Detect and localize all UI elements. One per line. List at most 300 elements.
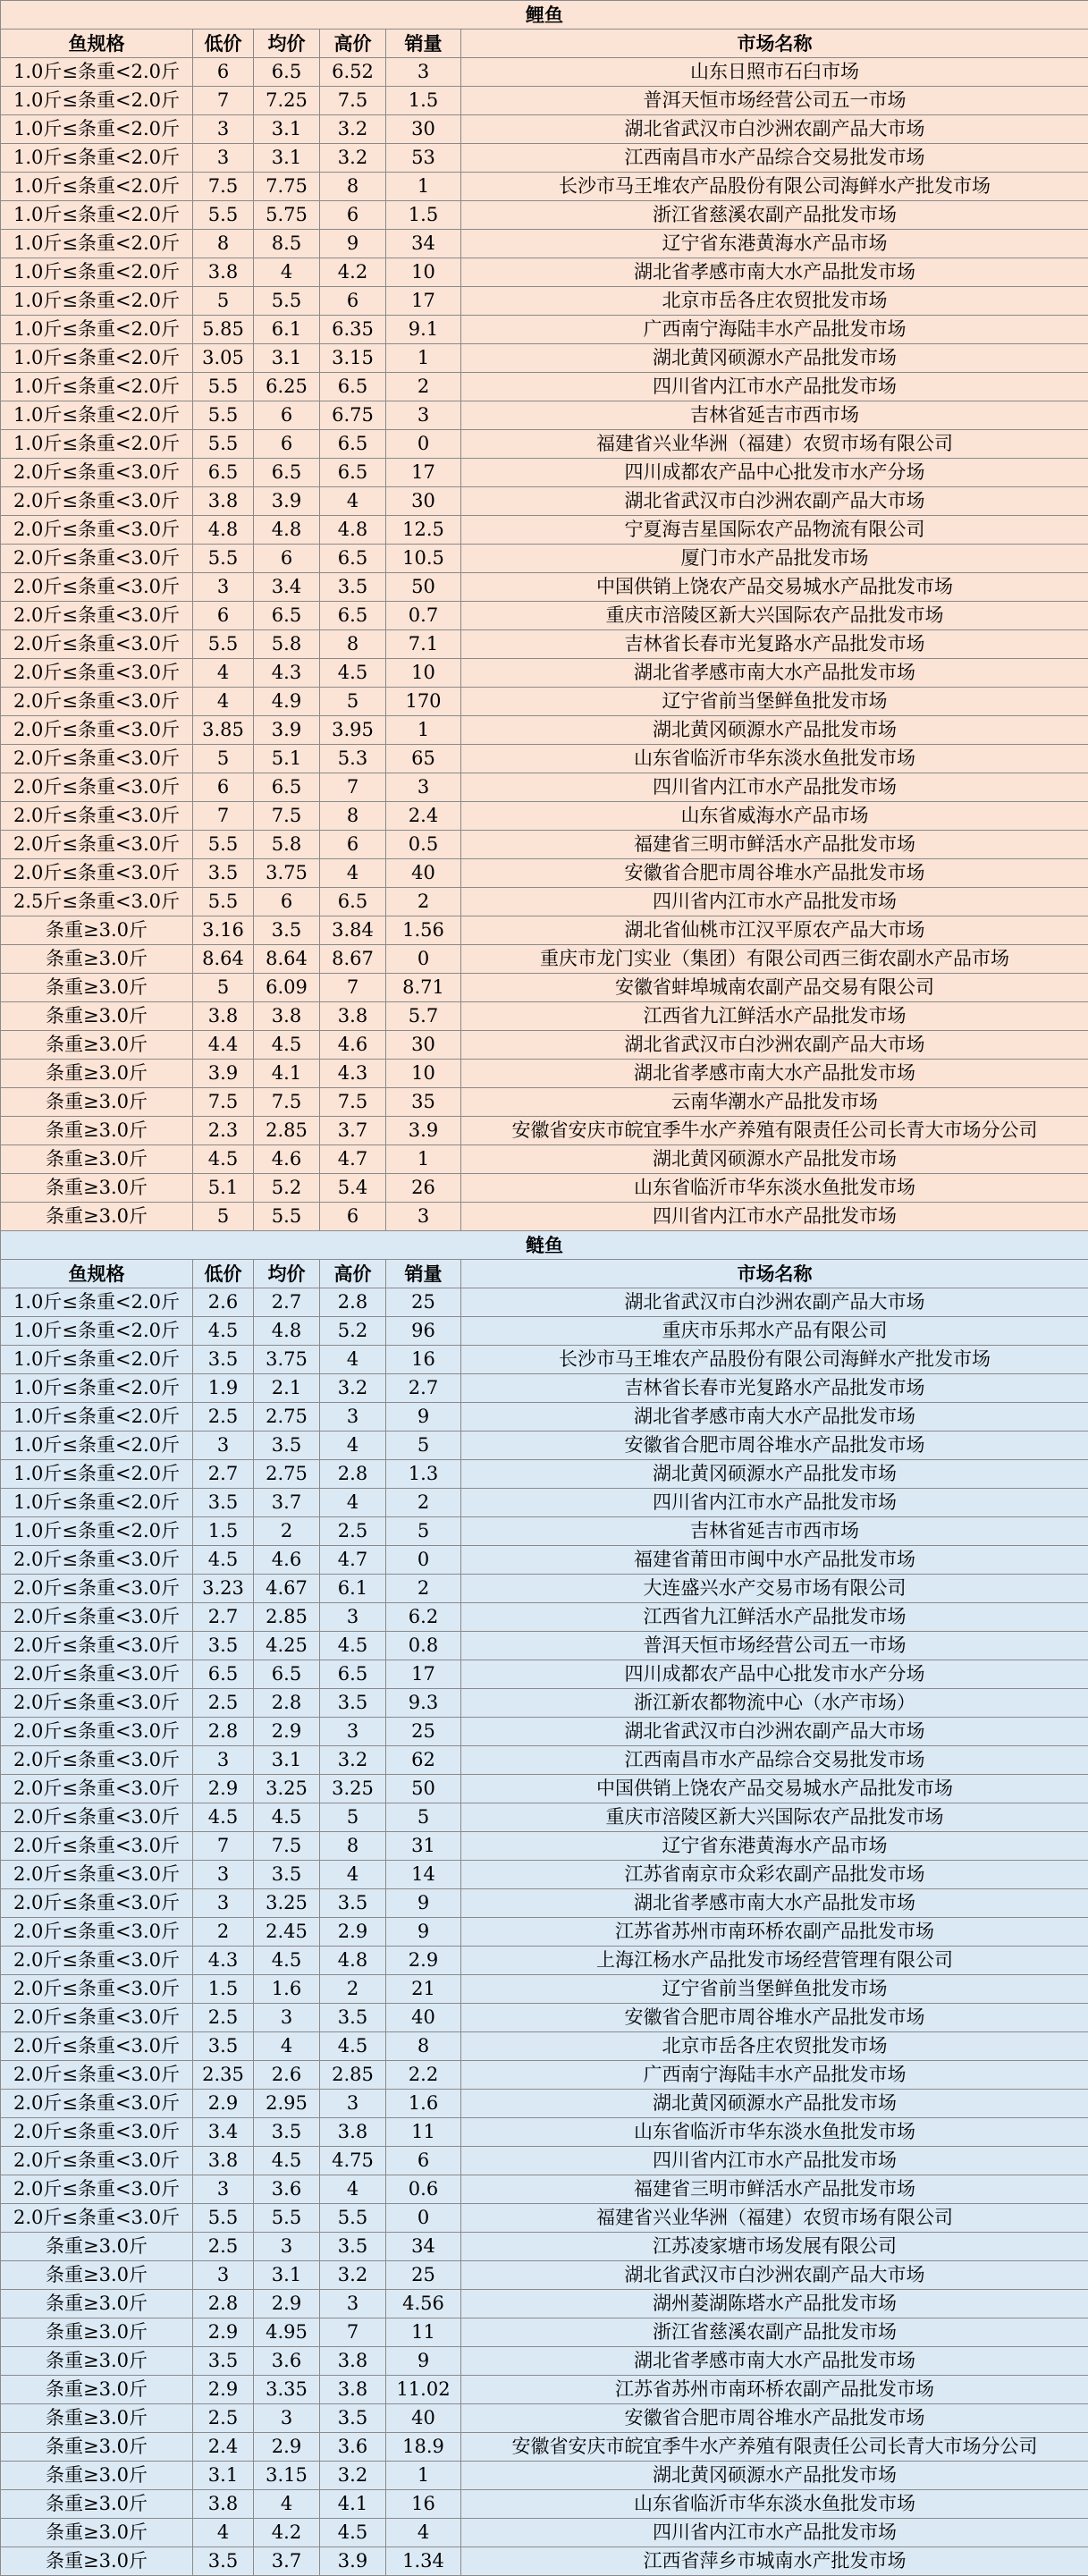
cell-market-name: 福建省三明市鲜活水产品批发市场 [461,831,1088,859]
cell-spec: 1.0斤≤条重<2.0斤 [1,287,193,316]
cell-avg-price: 4.2 [254,2519,320,2547]
cell-market-name: 北京市岳各庄农贸批发市场 [461,2032,1088,2061]
cell-market-name: 湖北省孝感市南大水产品批发市场 [461,659,1088,688]
cell-market-name: 浙江省慈溪农副产品批发市场 [461,201,1088,230]
cell-high-price: 6 [320,1203,386,1231]
cell-low-price: 5.5 [193,2204,254,2233]
cell-avg-price: 2.1 [254,1374,320,1403]
cell-market-name: 湖北省武汉市白沙洲农副产品大市场 [461,1718,1088,1746]
cell-avg-price: 3.25 [254,1889,320,1918]
cell-avg-price: 3.1 [254,115,320,144]
cell-avg-price: 2.8 [254,1689,320,1718]
cell-avg-price: 4.25 [254,1632,320,1660]
cell-high-price: 2.9 [320,1918,386,1947]
cell-market-name: 山东日照市石臼市场 [461,58,1088,87]
cell-avg-price: 5.5 [254,1203,320,1231]
cell-low-price: 3 [193,1432,254,1460]
table-row [1,459,1088,487]
cell-low-price: 5 [193,1203,254,1231]
cell-market-name: 江西省九江鲜活水产品批发市场 [461,1002,1088,1031]
cell-volume: 0.6 [386,2175,461,2204]
cell-volume: 96 [386,1317,461,1346]
cell-high-price: 8 [320,1832,386,1861]
table-row [1,1031,1088,1060]
cell-market-name: 辽宁省前当堡鲜鱼批发市场 [461,1975,1088,2004]
cell-high-price: 5 [320,1803,386,1832]
cell-low-price: 5.5 [193,401,254,430]
cell-high-price: 3.9 [320,2547,386,2576]
cell-market-name: 福建省莆田市闽中水产品批发市场 [461,1546,1088,1575]
cell-high-price: 7.5 [320,1088,386,1117]
cell-market-name: 北京市岳各庄农贸批发市场 [461,287,1088,316]
cell-low-price: 2.8 [193,1718,254,1746]
cell-high-price: 8 [320,630,386,659]
cell-volume: 3 [386,773,461,802]
table-row [1,2404,1088,2433]
cell-spec: 1.0斤≤条重<2.0斤 [1,401,193,430]
cell-low-price: 2.9 [193,2376,254,2404]
cell-avg-price: 6 [254,888,320,916]
cell-volume: 65 [386,745,461,773]
cell-low-price: 2.5 [193,2004,254,2032]
cell-low-price: 5.5 [193,888,254,916]
cell-avg-price: 7.25 [254,87,320,115]
table-row [1,1660,1088,1689]
cell-high-price: 2.8 [320,1460,386,1489]
table-row [1,1117,1088,1145]
cell-spec: 2.0斤≤条重<3.0斤 [1,2032,193,2061]
cell-avg-price: 2.45 [254,1918,320,1947]
cell-market-name: 长沙市马王堆农产品股份有限公司海鲜水产批发市场 [461,173,1088,201]
cell-low-price: 2.5 [193,1689,254,1718]
cell-low-price: 3.5 [193,2347,254,2376]
cell-volume: 2 [386,1575,461,1603]
cell-low-price: 3.8 [193,1002,254,1031]
cell-high-price: 6.35 [320,316,386,344]
cell-spec: 2.0斤≤条重<3.0斤 [1,745,193,773]
cell-market-name: 普洱天恒市场经营公司五一市场 [461,1632,1088,1660]
cell-market-name: 重庆市涪陵区新大兴国际农产品批发市场 [461,602,1088,630]
cell-spec: 1.0斤≤条重<2.0斤 [1,316,193,344]
cell-spec: 2.0斤≤条重<3.0斤 [1,573,193,602]
cell-spec: 1.0斤≤条重<2.0斤 [1,344,193,373]
table-row [1,1861,1088,1889]
cell-market-name: 安徽省安庆市皖宜季牛水产养殖有限责任公司长青大市场分公司 [461,1117,1088,1145]
cell-low-price: 2.7 [193,1460,254,1489]
cell-high-price: 4.2 [320,258,386,287]
cell-avg-price: 3 [254,2004,320,2032]
cell-spec: 2.0斤≤条重<3.0斤 [1,2204,193,2233]
cell-low-price: 5.5 [193,373,254,401]
cell-market-name: 大连盛兴水产交易市场有限公司 [461,1575,1088,1603]
cell-avg-price: 8.5 [254,230,320,258]
table-row [1,287,1088,316]
cell-spec: 1.0斤≤条重<2.0斤 [1,1317,193,1346]
cell-low-price: 3 [193,573,254,602]
cell-spec: 条重≥3.0斤 [1,2490,193,2519]
cell-volume: 40 [386,2404,461,2433]
table-row [1,1517,1088,1546]
cell-avg-price: 3.1 [254,1746,320,1775]
cell-market-name: 宁夏海吉星国际农产品物流有限公司 [461,516,1088,545]
cell-volume: 6.2 [386,1603,461,1632]
cell-volume: 1 [386,173,461,201]
cell-avg-price: 3.5 [254,1861,320,1889]
cell-spec: 2.5斤≤条重<3.0斤 [1,888,193,916]
cell-high-price: 3 [320,2090,386,2118]
cell-market-name: 湖北省孝感市南大水产品批发市场 [461,1403,1088,1432]
cell-market-name: 福建省兴业华洲（福建）农贸市场有限公司 [461,2204,1088,2233]
cell-market-name: 江西省萍乡市城南水产批发市场 [461,2547,1088,2576]
cell-avg-price: 7.5 [254,1088,320,1117]
cell-market-name: 山东省威海水产品市场 [461,802,1088,831]
cell-avg-price: 4 [254,258,320,287]
cell-avg-price: 5.8 [254,630,320,659]
cell-low-price: 2.5 [193,2233,254,2261]
table-row [1,974,1088,1002]
cell-volume: 11 [386,2118,461,2147]
cell-volume: 40 [386,2004,461,2032]
cell-spec: 条重≥3.0斤 [1,1174,193,1203]
cell-volume: 12.5 [386,516,461,545]
cell-high-price: 6 [320,831,386,859]
cell-volume: 5 [386,1803,461,1832]
cell-low-price: 5.5 [193,630,254,659]
cell-high-price: 2.85 [320,2061,386,2090]
cell-low-price: 2.9 [193,2090,254,2118]
cell-avg-price: 5.2 [254,1174,320,1203]
cell-avg-price: 7.5 [254,802,320,831]
cell-market-name: 吉林省延吉市西市场 [461,401,1088,430]
cell-market-name: 中国供销上饶农产品交易城水产品批发市场 [461,1775,1088,1803]
cell-low-price: 2 [193,1918,254,1947]
cell-spec: 条重≥3.0斤 [1,974,193,1002]
cell-low-price: 1.5 [193,1975,254,2004]
cell-high-price: 2 [320,1975,386,2004]
cell-spec: 2.0斤≤条重<3.0斤 [1,688,193,716]
cell-high-price: 3.5 [320,2233,386,2261]
cell-low-price: 3.8 [193,487,254,516]
table-row [1,831,1088,859]
section-title-row [1,1231,1088,1260]
table-row [1,2318,1088,2347]
cell-high-price: 5.5 [320,2204,386,2233]
table-row [1,1775,1088,1803]
cell-market-name: 湖北省武汉市白沙洲农副产品大市场 [461,115,1088,144]
cell-avg-price: 3.9 [254,716,320,745]
cell-high-price: 4 [320,1489,386,1517]
cell-low-price: 3 [193,1861,254,1889]
cell-spec: 1.0斤≤条重<2.0斤 [1,430,193,459]
table-row [1,1546,1088,1575]
cell-volume: 4.56 [386,2290,461,2318]
cell-volume: 0.5 [386,831,461,859]
cell-high-price: 5 [320,688,386,716]
table-row [1,688,1088,716]
header-market-name: 市场名称 [461,30,1088,58]
cell-avg-price: 7.75 [254,173,320,201]
table-row [1,1374,1088,1403]
cell-high-price: 6.75 [320,401,386,430]
cell-spec: 条重≥3.0斤 [1,2233,193,2261]
cell-spec: 2.0斤≤条重<3.0斤 [1,1975,193,2004]
header-spec: 鱼规格 [1,1260,193,1288]
cell-high-price: 3.8 [320,2118,386,2147]
cell-market-name: 江苏省南京市众彩农副产品批发市场 [461,1861,1088,1889]
cell-avg-price: 2.75 [254,1403,320,1432]
cell-volume: 1 [386,1145,461,1174]
table-row [1,1432,1088,1460]
cell-high-price: 6.52 [320,58,386,87]
table-row [1,1145,1088,1174]
table-row [1,2376,1088,2404]
table-row [1,2004,1088,2032]
cell-volume: 5.7 [386,1002,461,1031]
cell-volume: 9.1 [386,316,461,344]
cell-market-name: 福建省兴业华洲（福建）农贸市场有限公司 [461,430,1088,459]
cell-avg-price: 4 [254,2032,320,2061]
cell-spec: 2.0斤≤条重<3.0斤 [1,1632,193,1660]
cell-market-name: 湖北黄冈硕源水产品批发市场 [461,2090,1088,2118]
cell-volume: 30 [386,115,461,144]
cell-market-name: 湖北黄冈硕源水产品批发市场 [461,344,1088,373]
section-title: 鲤鱼 [1,1,1088,30]
cell-low-price: 2.9 [193,1775,254,1803]
cell-market-name: 浙江新农都物流中心（水产市场） [461,1689,1088,1718]
cell-volume: 25 [386,1288,461,1317]
cell-avg-price: 3.7 [254,1489,320,1517]
cell-low-price: 3.9 [193,1060,254,1088]
table-row [1,1803,1088,1832]
cell-market-name: 普洱天恒市场经营公司五一市场 [461,87,1088,115]
cell-low-price: 8 [193,230,254,258]
cell-spec: 2.0斤≤条重<3.0斤 [1,1889,193,1918]
cell-avg-price: 2.85 [254,1603,320,1632]
cell-low-price: 3 [193,144,254,173]
cell-volume: 8.71 [386,974,461,1002]
table-row [1,2519,1088,2547]
cell-avg-price: 2.6 [254,2061,320,2090]
cell-volume: 11.02 [386,2376,461,2404]
cell-low-price: 5.5 [193,545,254,573]
table-row [1,316,1088,344]
cell-spec: 条重≥3.0斤 [1,1060,193,1088]
cell-volume: 1 [386,2462,461,2490]
cell-avg-price: 4 [254,2490,320,2519]
cell-avg-price: 2.9 [254,1718,320,1746]
cell-low-price: 2.5 [193,2404,254,2433]
cell-volume: 0.8 [386,1632,461,1660]
cell-spec: 条重≥3.0斤 [1,2290,193,2318]
cell-spec: 1.0斤≤条重<2.0斤 [1,1517,193,1546]
cell-market-name: 四川成都农产品中心批发市水产分场 [461,1660,1088,1689]
cell-volume: 9 [386,1889,461,1918]
cell-market-name: 重庆市龙门实业（集团）有限公司西三街农副水产品市场 [461,945,1088,974]
cell-avg-price: 3.35 [254,2376,320,2404]
cell-volume: 17 [386,287,461,316]
cell-volume: 170 [386,688,461,716]
cell-high-price: 5.3 [320,745,386,773]
cell-low-price: 3.5 [193,1632,254,1660]
cell-avg-price: 2.85 [254,1117,320,1145]
cell-volume: 1.34 [386,2547,461,2576]
cell-volume: 8 [386,2032,461,2061]
cell-avg-price: 3.5 [254,916,320,945]
table-row [1,1060,1088,1088]
cell-spec: 1.0斤≤条重<2.0斤 [1,1346,193,1374]
cell-high-price: 4.7 [320,1546,386,1575]
cell-spec: 2.0斤≤条重<3.0斤 [1,630,193,659]
cell-spec: 条重≥3.0斤 [1,2462,193,2490]
cell-market-name: 辽宁省前当堡鲜鱼批发市场 [461,688,1088,716]
cell-high-price: 6.5 [320,373,386,401]
cell-high-price: 4 [320,1432,386,1460]
cell-avg-price: 3.8 [254,1002,320,1031]
cell-market-name: 福建省三明市鲜活水产品批发市场 [461,2175,1088,2204]
cell-market-name: 江苏凌家塘市场发展有限公司 [461,2233,1088,2261]
cell-spec: 条重≥3.0斤 [1,916,193,945]
header-low-price: 低价 [193,30,254,58]
cell-high-price: 3 [320,2290,386,2318]
cell-spec: 2.0斤≤条重<3.0斤 [1,2118,193,2147]
cell-volume: 2.7 [386,1374,461,1403]
cell-market-name: 安徽省蚌埠城南农副产品交易有限公司 [461,974,1088,1002]
cell-avg-price: 6.5 [254,1660,320,1689]
cell-high-price: 3.5 [320,573,386,602]
cell-volume: 40 [386,859,461,888]
cell-market-name: 辽宁省东港黄海水产品市场 [461,230,1088,258]
cell-volume: 30 [386,1031,461,1060]
table-row [1,630,1088,659]
cell-high-price: 3.8 [320,2347,386,2376]
cell-spec: 2.0斤≤条重<3.0斤 [1,516,193,545]
cell-avg-price: 3.5 [254,1432,320,1460]
cell-low-price: 5 [193,745,254,773]
cell-spec: 2.0斤≤条重<3.0斤 [1,802,193,831]
cell-market-name: 湖北黄冈硕源水产品批发市场 [461,1145,1088,1174]
cell-high-price: 3 [320,1718,386,1746]
table-row [1,430,1088,459]
cell-volume: 35 [386,1088,461,1117]
cell-market-name: 江西南昌市水产品综合交易批发市场 [461,1746,1088,1775]
cell-avg-price: 5.1 [254,745,320,773]
cell-spec: 2.0斤≤条重<3.0斤 [1,2090,193,2118]
cell-low-price: 4.5 [193,1145,254,1174]
cell-spec: 条重≥3.0斤 [1,2433,193,2462]
cell-avg-price: 3.1 [254,2261,320,2290]
cell-high-price: 3.2 [320,1746,386,1775]
cell-low-price: 6.5 [193,1660,254,1689]
cell-high-price: 5.2 [320,1317,386,1346]
cell-high-price: 4 [320,859,386,888]
cell-avg-price: 3.75 [254,859,320,888]
cell-low-price: 4 [193,688,254,716]
cell-high-price: 4.6 [320,1031,386,1060]
header-high-price: 高价 [320,30,386,58]
cell-low-price: 2.8 [193,2290,254,2318]
cell-spec: 1.0斤≤条重<2.0斤 [1,144,193,173]
cell-spec: 1.0斤≤条重<2.0斤 [1,1460,193,1489]
cell-volume: 1 [386,344,461,373]
table-row [1,1947,1088,1975]
table-row [1,201,1088,230]
cell-low-price: 4.8 [193,516,254,545]
cell-low-price: 5.5 [193,201,254,230]
cell-spec: 2.0斤≤条重<3.0斤 [1,1746,193,1775]
cell-spec: 条重≥3.0斤 [1,2519,193,2547]
cell-market-name: 吉林省长春市光复路水产品批发市场 [461,630,1088,659]
table-row [1,344,1088,373]
cell-market-name: 山东省临沂市华东淡水鱼批发市场 [461,2118,1088,2147]
cell-spec: 2.0斤≤条重<3.0斤 [1,859,193,888]
cell-avg-price: 6.5 [254,459,320,487]
cell-avg-price: 3.1 [254,344,320,373]
cell-high-price: 4.5 [320,2519,386,2547]
cell-spec: 2.0斤≤条重<3.0斤 [1,487,193,516]
cell-high-price: 7 [320,2318,386,2347]
cell-volume: 21 [386,1975,461,2004]
cell-volume: 2 [386,1489,461,1517]
cell-volume: 5 [386,1517,461,1546]
cell-low-price: 6 [193,773,254,802]
cell-spec: 2.0斤≤条重<3.0斤 [1,1775,193,1803]
cell-low-price: 3.05 [193,344,254,373]
table-row [1,87,1088,115]
cell-high-price: 4 [320,1861,386,1889]
table-row [1,58,1088,87]
header-volume: 销量 [386,1260,461,1288]
cell-avg-price: 7.5 [254,1832,320,1861]
cell-high-price: 9 [320,230,386,258]
cell-volume: 0 [386,2204,461,2233]
cell-market-name: 辽宁省东港黄海水产品市场 [461,1832,1088,1861]
cell-low-price: 7 [193,802,254,831]
cell-market-name: 浙江省慈溪农副产品批发市场 [461,2318,1088,2347]
cell-low-price: 4.3 [193,1947,254,1975]
cell-spec: 2.0斤≤条重<3.0斤 [1,2147,193,2175]
table-row [1,802,1088,831]
cell-spec: 条重≥3.0斤 [1,1002,193,1031]
cell-market-name: 江西省九江鲜活水产品批发市场 [461,1603,1088,1632]
carp-section [1,1,1088,1231]
cell-low-price: 4.4 [193,1031,254,1060]
cell-avg-price: 4.9 [254,688,320,716]
cell-low-price: 3.5 [193,859,254,888]
section-title: 鲢鱼 [1,1231,1088,1260]
cell-spec: 条重≥3.0斤 [1,1203,193,1231]
cell-low-price: 1.9 [193,1374,254,1403]
table-row [1,1002,1088,1031]
cell-market-name: 厦门市水产品批发市场 [461,545,1088,573]
cell-high-price: 6.5 [320,888,386,916]
cell-avg-price: 4.95 [254,2318,320,2347]
cell-spec: 2.0斤≤条重<3.0斤 [1,1603,193,1632]
cell-low-price: 6.5 [193,459,254,487]
cell-market-name: 重庆市乐邦水产品有限公司 [461,1317,1088,1346]
cell-volume: 0.7 [386,602,461,630]
table-row [1,888,1088,916]
cell-market-name: 安徽省合肥市周谷堆水产品批发市场 [461,859,1088,888]
cell-spec: 2.0斤≤条重<3.0斤 [1,831,193,859]
cell-market-name: 湖州菱湖陈塔水产品批发市场 [461,2290,1088,2318]
section-title-row [1,1,1088,30]
cell-volume: 17 [386,1660,461,1689]
table-row [1,2032,1088,2061]
header-avg-price: 均价 [254,30,320,58]
cell-spec: 1.0斤≤条重<2.0斤 [1,58,193,87]
cell-market-name: 四川省内江市水产品批发市场 [461,2519,1088,2547]
table-row [1,945,1088,974]
